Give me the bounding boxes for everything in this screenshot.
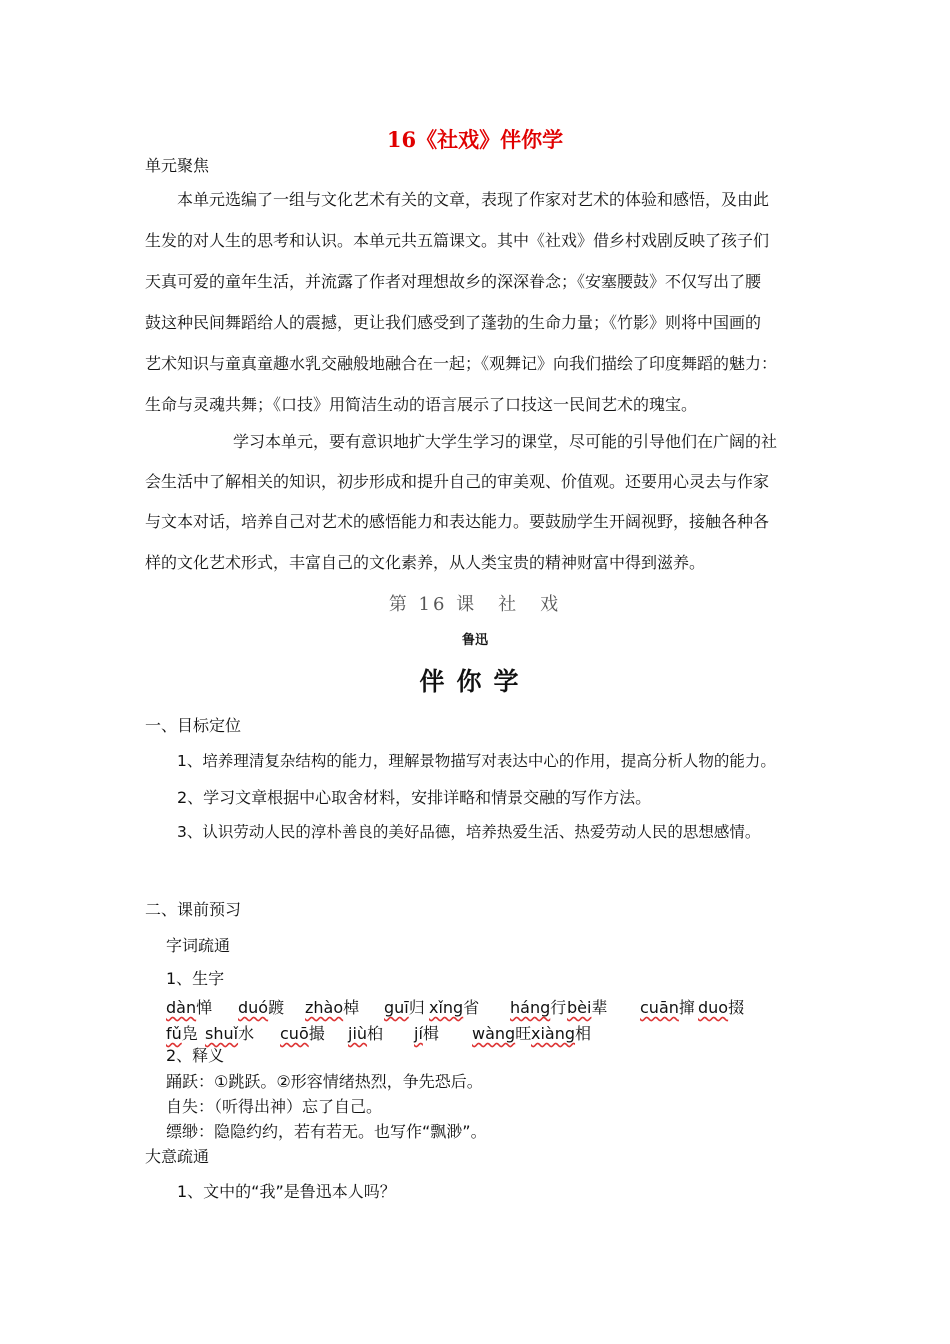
meaning-heading: 2、释义 xyxy=(166,1046,225,1065)
paragraph-line: 学习本单元，要有意识地扩大学生学习的课堂，尽可能的引导他们在广阔的社 xyxy=(233,432,778,451)
section-title: 伴你学 xyxy=(419,667,531,696)
paragraph-line: 鼓这种民间舞蹈给人的震撼，更让我们感受到了蓬勃的生命力量；《竹影》则将中国画的 xyxy=(145,313,762,332)
hanzi: 撮 xyxy=(308,1024,325,1043)
paragraph-line: 艺术知识与童真童趣水乳交融般地融合在一起；《观舞记》向我们描绘了印度舞蹈的魅力： xyxy=(145,354,778,373)
vocab-item xyxy=(238,995,284,1018)
vocab-item xyxy=(698,995,744,1018)
meaning-item: 踊跃：①跳跃。②形容情绪热烈，争先恐后。 xyxy=(166,1072,483,1091)
pinyin: duó xyxy=(238,998,269,1017)
vocab-item xyxy=(567,995,607,1018)
pinyin: guī xyxy=(384,998,409,1017)
hanzi: 旺 xyxy=(515,1024,532,1043)
pinyin: jiù xyxy=(348,1024,368,1043)
hanzi: 掇 xyxy=(728,998,745,1017)
vocab-item xyxy=(348,1021,383,1044)
hanzi: 凫 xyxy=(181,1024,198,1043)
vocab-item xyxy=(531,1021,591,1044)
vocab-item xyxy=(305,995,359,1018)
pinyin: wàng xyxy=(472,1024,516,1043)
vocab-item xyxy=(510,995,566,1018)
paragraph-line: 样的文化艺术形式，丰富自己的文化素养，从人类宝贵的精神财富中得到滋养。 xyxy=(145,553,706,572)
hanzi: 楫 xyxy=(422,1024,439,1043)
vocab-item xyxy=(429,995,479,1018)
hanzi: 棹 xyxy=(343,998,360,1017)
goal-item: 2、学习文章根据中心取舍材料，安排详略和情景交融的写作方法。 xyxy=(177,788,652,807)
pinyin: shuǐ xyxy=(205,1024,239,1043)
hanzi: 辈 xyxy=(591,998,608,1017)
hanzi: 踱 xyxy=(268,998,285,1017)
pinyin: duo xyxy=(698,998,729,1017)
hanzi: 撺 xyxy=(678,998,695,1017)
paragraph-line: 生命与灵魂共舞；《口技》用简洁生动的语言展示了口技这一民间艺术的瑰宝。 xyxy=(145,395,698,414)
vocab-item xyxy=(414,1021,439,1044)
hanzi: 省 xyxy=(463,998,480,1017)
vocab-item xyxy=(280,1021,325,1044)
meaning-item: 缥缈：隐隐约约，若有若无。也写作“飘渺”。 xyxy=(166,1122,487,1141)
page-title: 16《社戏》伴你学 xyxy=(386,127,564,152)
paragraph-line: 与文本对话，培养自己对艺术的感悟能力和表达能力。要鼓励学生开阔视野，接触各种各 xyxy=(145,512,770,531)
pinyin: háng xyxy=(510,998,551,1017)
hanzi: 惮 xyxy=(196,998,213,1017)
goal-item: 3、认识劳动人民的淳朴善良的美好品德，培养热爱生活、热爱劳动人民的思想感情。 xyxy=(177,823,761,841)
vocab-item xyxy=(166,995,212,1018)
hanzi: 相 xyxy=(575,1024,592,1043)
hanzi: 行 xyxy=(550,998,567,1017)
preview-heading: 二、课前预习 xyxy=(145,900,242,919)
word-study-heading: 字词疏通 xyxy=(166,936,231,955)
pinyin: cuān xyxy=(640,998,679,1017)
paragraph-line: 本单元选编了一组与文化艺术有关的文章，表现了作家对艺术的体验和感悟，及由此 xyxy=(177,190,770,209)
unit-focus-heading: 单元聚焦 xyxy=(145,156,210,175)
pinyin: dàn xyxy=(166,998,197,1017)
hanzi: 归 xyxy=(408,998,425,1017)
paragraph-line: 会生活中了解相关的知识，初步形成和提升自己的审美观、价值观。还要用心灵去与作家 xyxy=(145,472,770,491)
pinyin: fǔ xyxy=(166,1024,182,1043)
pinyin: jí xyxy=(414,1024,423,1043)
vocab-item xyxy=(205,1021,254,1044)
new-chars-heading: 1、生字 xyxy=(166,969,225,988)
vocab-item xyxy=(472,1021,531,1044)
gist-heading: 大意疏通 xyxy=(145,1147,210,1166)
pinyin: xǐng xyxy=(429,998,464,1017)
vocab-item xyxy=(166,1021,198,1044)
goals-heading: 一、目标定位 xyxy=(145,716,242,735)
lesson-title: 第 16 课 社 戏 xyxy=(388,594,562,615)
meaning-item: 自失：（听得出神）忘了自己。 xyxy=(166,1097,383,1116)
pinyin: xiàng xyxy=(531,1024,576,1043)
paragraph-line: 生发的对人生的思考和认识。本单元共五篇课文。其中《社戏》借乡村戏剧反映了孩子们 xyxy=(145,231,770,250)
question-item: 1、文中的“我”是鲁迅本人吗？ xyxy=(177,1182,396,1201)
paragraph-line: 天真可爱的童年生活，并流露了作者对理想故乡的深深眷念；《安塞腰鼓》不仅写出了腰 xyxy=(145,272,762,291)
hanzi: 水 xyxy=(238,1024,255,1043)
hanzi: 桕 xyxy=(367,1024,384,1043)
pinyin: zhào xyxy=(305,998,344,1017)
goal-item: 1、培养理清复杂结构的能力，理解景物描写对表达中心的作用，提高分析人物的能力。 xyxy=(177,752,776,770)
pinyin: bèi xyxy=(567,998,592,1017)
vocab-item xyxy=(640,995,695,1018)
vocab-item xyxy=(384,995,425,1018)
pinyin: cuō xyxy=(280,1024,309,1043)
lesson-author: 鲁迅 xyxy=(461,633,488,648)
